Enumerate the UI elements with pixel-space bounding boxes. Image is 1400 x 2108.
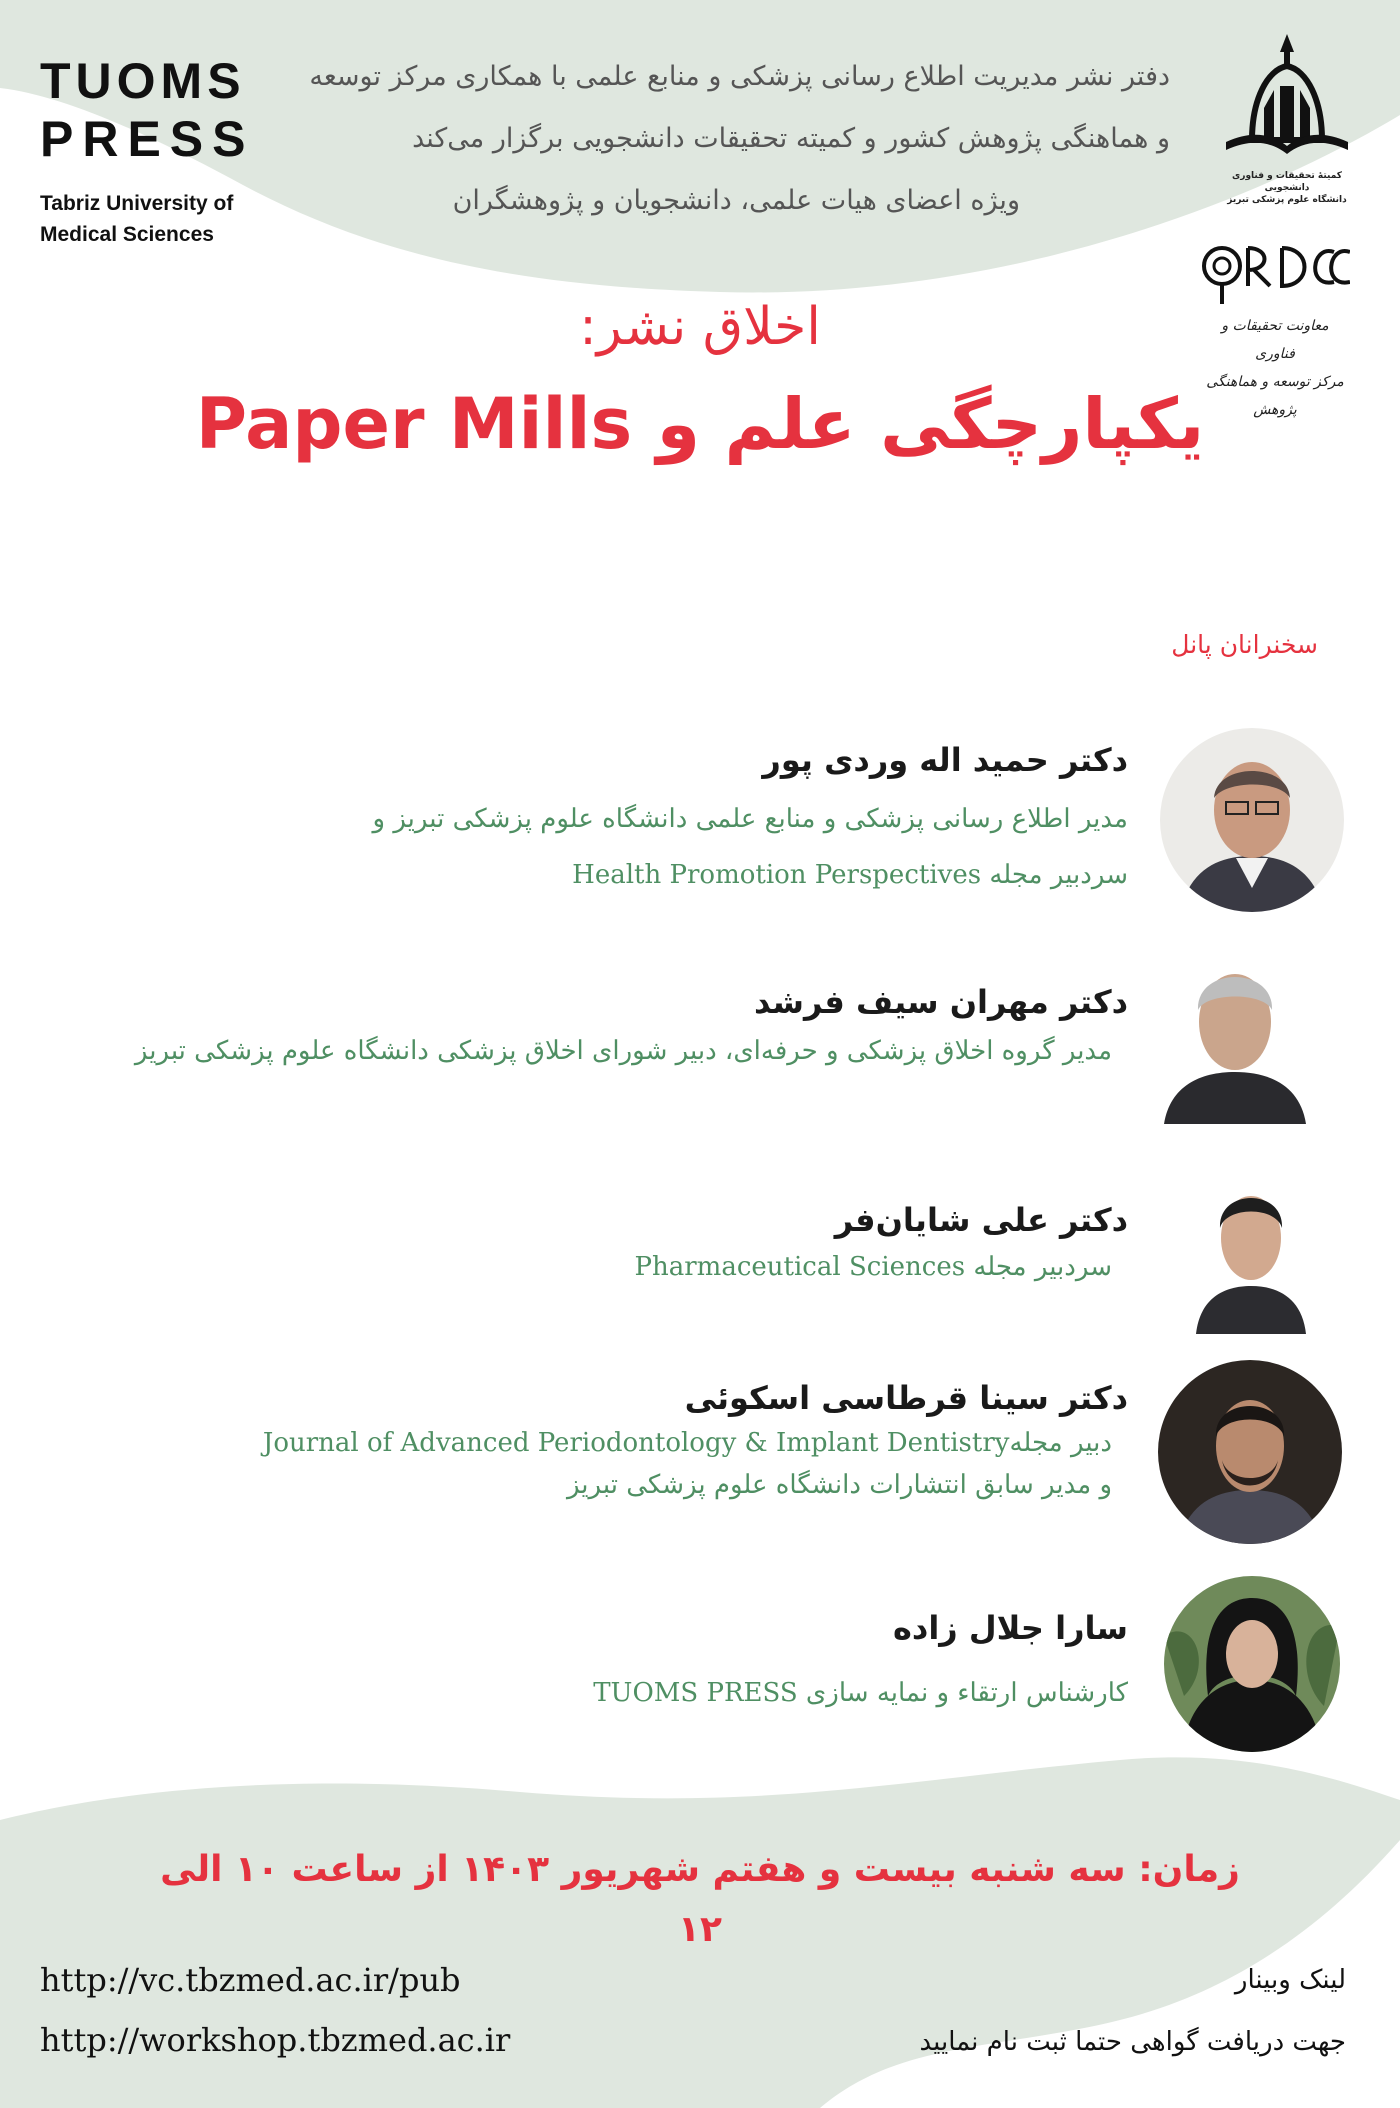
speaker-card bbox=[28, 1604, 1128, 1714]
person-icon bbox=[1164, 1576, 1340, 1752]
intro-text bbox=[250, 46, 1170, 232]
rdcc-caption-1: معاونت تحقیقات و فناوری bbox=[1221, 318, 1329, 362]
webinar-link-label: لینک وبینار bbox=[1234, 1965, 1346, 1995]
rdcc-wordmark-icon bbox=[1200, 240, 1350, 310]
committee-caption-1: کمیتهٔ تحقیقات و فناوری دانشجویی bbox=[1232, 171, 1342, 193]
speaker-photo bbox=[1164, 1576, 1340, 1752]
speaker-photo bbox=[1196, 1166, 1306, 1334]
webinar-note bbox=[920, 1960, 1347, 2062]
title-line-2: یکپارچگی علم و Paper Mills bbox=[195, 383, 1205, 465]
intro-line-2: و هماهنگی پژوهش کشور و کمیته تحقیقات دانشجویی برگزار می‌کند bbox=[412, 123, 1170, 154]
person-icon bbox=[1158, 1360, 1342, 1544]
speaker-name: دکتر علی شایان‌فر bbox=[834, 1201, 1128, 1239]
person-icon bbox=[1160, 936, 1310, 1124]
webinar-links bbox=[40, 1950, 510, 2070]
rdcc-caption-2: مرکز توسعه و هماهنگی پژوهش bbox=[1206, 374, 1344, 418]
webinar-link-vc[interactable]: http://vc.tbzmed.ac.ir/pub bbox=[40, 1961, 461, 1999]
person-icon bbox=[1196, 1166, 1306, 1334]
speaker-name: سارا جلال زاده bbox=[893, 1609, 1128, 1647]
workshop-registration-link[interactable]: http://workshop.tbzmed.ac.ir bbox=[40, 2021, 511, 2059]
speaker-photo bbox=[1160, 936, 1310, 1124]
speaker-role: سردبیر مجله Health Promotion Perspectives bbox=[572, 860, 1128, 890]
event-time: زمان: سه شنبه بیست و هفتم شهریور ۱۴۰۳ از ساعت ۱۰ الی ۱۲ bbox=[160, 1849, 1240, 1950]
speaker-name: دکتر حمید اله وردی پور bbox=[762, 741, 1128, 779]
panel-speakers-label: سخنرانان پانل bbox=[1171, 630, 1318, 659]
speaker-photo bbox=[1160, 728, 1344, 912]
logo-line-tuoms: TUOMS bbox=[40, 53, 246, 109]
speaker-name: دکتر مهران سیف فرشد bbox=[754, 983, 1128, 1021]
logo-line-press: PRESS bbox=[40, 111, 255, 167]
logo-university-line2: Medical Sciences bbox=[40, 223, 214, 246]
speaker-card bbox=[12, 978, 1128, 1072]
speaker-role: سردبیر مجله Pharmaceutical Sciences bbox=[634, 1252, 1112, 1282]
speaker-photo bbox=[1158, 1360, 1342, 1544]
person-icon bbox=[1160, 728, 1344, 912]
student-research-committee-logo bbox=[1222, 30, 1352, 205]
logo-university-line1: Tabriz University of bbox=[40, 192, 234, 215]
certificate-registration-note: جهت دریافت گواهی حتما ثبت نام نمایید bbox=[919, 2027, 1346, 2057]
committee-emblem-icon bbox=[1222, 30, 1352, 170]
speaker-card bbox=[12, 1196, 1128, 1288]
intro-line-3: ویژه اعضای هیات علمی، دانشجویان و پژوهشگران bbox=[452, 185, 1020, 216]
speaker-name: دکتر سینا قرطاسی اسکوئی bbox=[684, 1379, 1128, 1417]
title-line-1: اخلاق نشر: bbox=[579, 297, 821, 357]
tuoms-press-logo bbox=[40, 52, 280, 250]
rdcc-logo bbox=[1200, 240, 1350, 418]
speaker-role: کارشناس ارتقاء و نمایه سازی TUOMS PRESS bbox=[593, 1678, 1128, 1708]
speaker-card bbox=[28, 736, 1128, 896]
speaker-role: و مدیر سابق انتشارات دانشگاه علوم پزشکی تبریز bbox=[566, 1470, 1112, 1500]
intro-line-1: دفتر نشر مدیریت اطلاع رسانی پزشکی و منابع علمی با همکاری مرکز توسعه bbox=[309, 61, 1170, 92]
speaker-role: مدیر گروه اخلاق پزشکی و حرفه‌ای، دبیر شورای اخلاق پزشکی دانشگاه علوم پزشکی تبریز bbox=[134, 1036, 1112, 1066]
speaker-role: مدیر اطلاع رسانی پزشکی و منابع علمی دانشگاه علوم پزشکی تبریز و bbox=[372, 804, 1128, 834]
speaker-card bbox=[12, 1374, 1128, 1506]
speaker-role: دبیر مجلهJournal of Advanced Periodontology & Implant Dentistry bbox=[262, 1428, 1112, 1458]
committee-caption-2: دانشگاه علوم پزشکی تبریز bbox=[1227, 195, 1347, 205]
